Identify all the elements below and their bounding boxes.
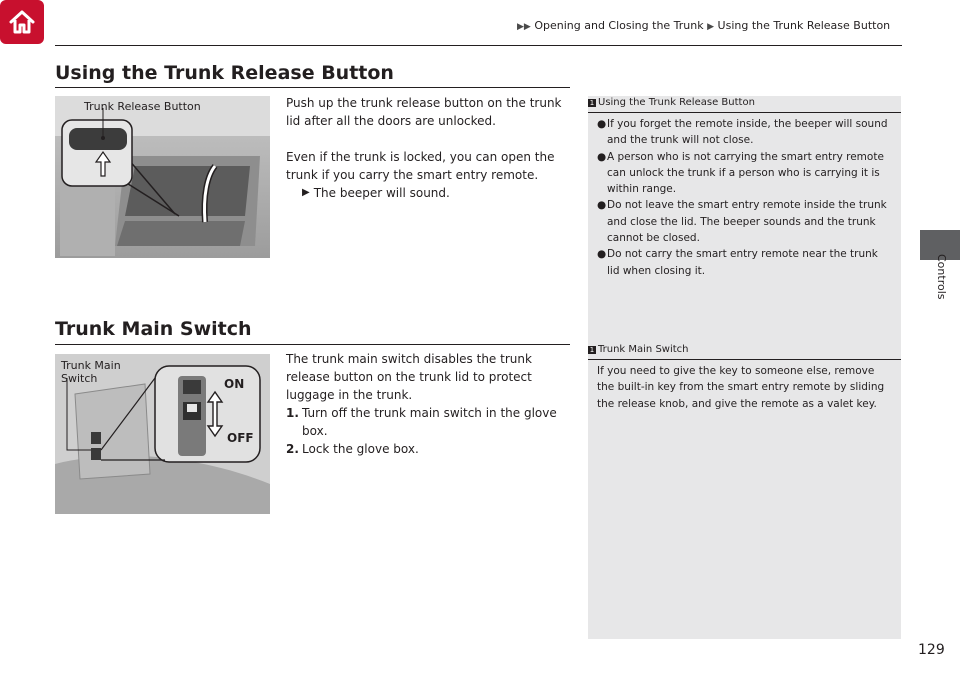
bullet-icon: ● — [597, 118, 607, 130]
breadcrumb-arrow-icon: ▶ — [707, 22, 715, 32]
note-title: Using the Trunk Release Button — [598, 97, 755, 108]
section-title-release-button: Using the Trunk Release Button — [55, 62, 394, 84]
double-arrow-icon: ▶ — [302, 187, 310, 198]
step-number: 2. — [286, 442, 299, 456]
section-divider — [55, 87, 570, 88]
step-text: Turn off the trunk main switch in the glove box. — [302, 406, 557, 438]
note-title: Trunk Main Switch — [598, 344, 689, 355]
sub-item-text: The beeper will sound. — [313, 186, 450, 200]
note-heading-main-switch — [588, 344, 901, 355]
paragraph: Push up the trunk release button on the trunk lid after all the doors are unlocked. — [286, 96, 562, 128]
breadcrumb-link-trunk[interactable]: Opening and Closing the Trunk — [534, 19, 704, 32]
breadcrumb-current: Using the Trunk Release Button — [717, 19, 891, 32]
list-item: ● Do not carry the smart entry remote near the trunk lid when closing it. — [597, 246, 893, 279]
breadcrumb-arrow-icon: ▶▶ — [517, 22, 531, 32]
section-body-release-button — [286, 94, 571, 202]
figure-callout-release-button: Trunk Release Button — [84, 100, 201, 113]
list-item: ● Do not leave the smart entry remote inside the trunk and close the lid. The beeper sounds and the trunk cannot be closed. — [597, 197, 893, 246]
note-heading-release-button — [588, 97, 901, 108]
step-item — [286, 404, 571, 440]
list-item: ● A person who is not carrying the smart entry remote can unlock the trunk if a person who is carrying it is within range. — [597, 149, 893, 198]
side-tab-label: Controls — [935, 254, 948, 300]
switch-on-label: ON — [224, 377, 245, 391]
home-icon — [7, 7, 37, 37]
breadcrumb — [517, 19, 890, 32]
note-marker-icon: 1 — [589, 98, 595, 107]
section-title-main-switch: Trunk Main Switch — [55, 318, 252, 340]
switch-off-label: OFF — [227, 431, 254, 445]
bullet-icon: ● — [597, 150, 607, 163]
note-bullet-list — [597, 116, 893, 279]
header-divider — [55, 45, 902, 46]
step-item — [286, 440, 571, 458]
note-text: If you need to give the key to someone else, remove the built-in key from the smart entry remote by sliding the release knob, and give the remote as a valet key. — [597, 365, 885, 410]
step-number: 1. — [286, 406, 299, 420]
note-marker-icon: 1 — [589, 345, 595, 354]
paragraph: Even if the trunk is locked, you can open the trunk if you carry the smart entry remote. — [286, 150, 555, 182]
bullet-icon: ● — [597, 248, 607, 261]
home-button[interactable] — [0, 0, 44, 44]
step-text: Lock the glove box. — [302, 442, 419, 456]
sub-item — [286, 184, 571, 202]
trunk-release-photo — [55, 96, 270, 258]
note-divider — [588, 112, 901, 113]
trunk-release-illustration — [55, 96, 270, 258]
section-divider — [55, 344, 570, 345]
note-divider — [588, 359, 901, 360]
paragraph: The trunk main switch disables the trunk release button on the trunk lid to protect luggage in the trunk. — [286, 352, 532, 402]
figure-callout-main-switch: Trunk Main Switch — [61, 359, 121, 385]
page-number: 129 — [918, 642, 945, 658]
section-body-main-switch — [286, 350, 571, 458]
list-item: ● If you forget the remote inside, the beeper will sound and the trunk will not close. — [597, 116, 893, 149]
bullet-icon: ● — [597, 199, 607, 212]
